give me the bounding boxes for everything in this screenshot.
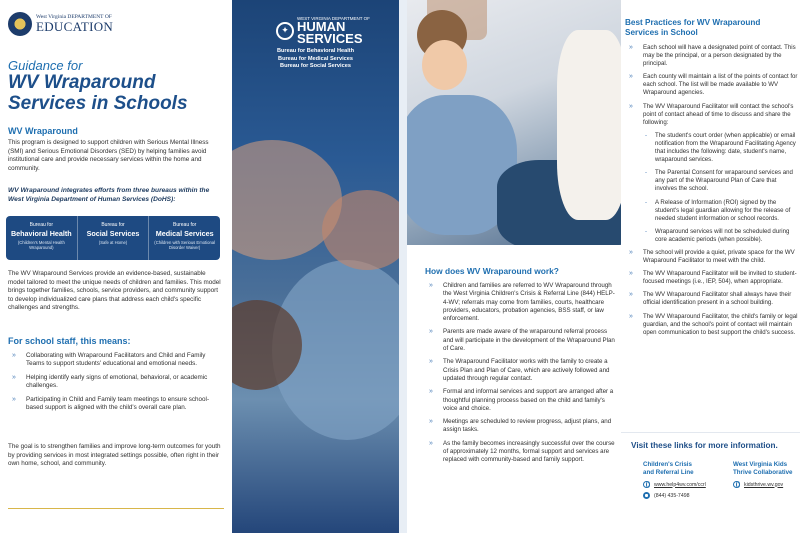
list-item: » Helping identify early signs of emotional, behavioral, or academic challenges. — [12, 374, 224, 391]
logo-large-text: EDUCATION — [36, 19, 114, 35]
section-heading-wraparound: WV Wraparound — [8, 126, 78, 136]
title-line-1: WV Wraparound — [8, 72, 156, 93]
phone-icon — [643, 492, 650, 499]
link-url-row[interactable] — [733, 481, 800, 488]
services-body: The WV Wraparound Services provide an evidence-based, sustainable model tailored to meet the unique needs of children and families. This model brings together families, schools, service providers, and community support to develop individualized care plans that address each child's specific challenges and strengths. — [8, 270, 221, 312]
crisis-line-phone[interactable]: (844) 435-7498 — [654, 492, 690, 499]
bureau-small: Bureau for — [173, 222, 197, 228]
dohs-large-text-1: HUMAN — [297, 19, 346, 34]
panel-best-practices — [621, 0, 800, 533]
sub-list-item: - A Release of Information (ROI) signed by the student's legal guardian allowing for the release of needed student information or school records. — [643, 199, 799, 223]
list-item — [629, 103, 799, 244]
best-practices-list — [629, 44, 799, 342]
bureau-medical-services — [148, 216, 220, 260]
link-title-line: West Virginia Kids — [733, 461, 788, 468]
dohs-emblem-icon: ✦ — [276, 22, 294, 40]
dohs-logo — [276, 16, 370, 45]
list-item: » Children and families are referred to WV Wraparound through the West Virginia Children's Crisis & Referral Line (844) HELP-4-WV; referrals may come from families, courts, healthcare providers, educators, probation agencies, BSS staff, or law enforcement. — [429, 282, 615, 323]
bureau-small: Bureau for — [29, 222, 54, 228]
section-body-wraparound: This program is designed to support children with Serious Mental Illness (SMI) and Serious Emotional Disorders (SED) by helping families avoid institutional care and provide necessary services within the home and community. — [8, 139, 209, 172]
link-title-line: Children's Crisis — [643, 461, 692, 468]
list-item-text: The WV Wraparound Facilitator will contact the school's point of contact ahead of time to discuss and share the following: — [643, 102, 794, 126]
title-line-2: Services in Schools — [8, 93, 188, 114]
staff-list — [12, 352, 224, 417]
link-title-line: Thrive Collaborative — [733, 469, 793, 476]
globe-icon — [733, 481, 740, 488]
page-title — [8, 72, 228, 114]
dohs-bureau-line: Bureau for Social Services — [280, 63, 351, 69]
list-item: » The WV Wraparound Facilitator shall always have their official identification present in a school building. — [629, 291, 799, 307]
sub-list-item: - Wraparound services will not be scheduled during core academic periods (when possible). — [643, 228, 799, 244]
panel-front-cover — [0, 0, 232, 533]
sub-list-item: - The student's court order (when applicable) or email notification from the Wraparound Facilitating Agency that includes the following: date, student's name, wraparound services. — [643, 132, 799, 164]
panel-how-it-works — [407, 0, 621, 533]
bureau-name: Medical Services — [155, 229, 214, 238]
list-item: » Each county will maintain a list of the points of contact for each school. The list will be made available to WV Wraparound agencies. — [629, 73, 799, 97]
link-phone-row[interactable] — [643, 492, 729, 499]
link-title-line: and Referral Line — [643, 469, 694, 476]
staff-heading: For school staff, this means: — [8, 336, 131, 346]
list-item: » Formal and informal services and support are arranged after a thoughtful planning process based on the child and family's voice and choice. — [429, 388, 615, 413]
kids-thrive-link[interactable]: kidsthrive.wv.gov — [744, 481, 784, 488]
list-item: » Meetings are scheduled to review progress, adjust plans, and assign tasks. — [429, 418, 615, 435]
link-url-row[interactable] — [643, 481, 729, 488]
list-item: » The WV Wraparound Facilitator will be invited to student-focused meetings (i.e., IEP, 504), when appropriate. — [629, 270, 799, 286]
list-item: » The school will provide a quiet, private space for the WV Wraparound Facilitator to meet with the child. — [629, 249, 799, 265]
globe-icon — [643, 481, 650, 488]
photo-shape — [557, 30, 621, 220]
divider — [8, 508, 224, 509]
bureau-note: (Safe at Home) — [98, 240, 128, 245]
link-crisis-line — [643, 461, 729, 499]
crisis-line-link[interactable]: www.help4wv.com/ccrl — [654, 481, 706, 488]
list-item: » As the family becomes increasingly successful over the course of approximately 12 months, formal support and services are replaced with community-based and family support. — [429, 440, 615, 465]
dohs-bureau-line: Bureau for Behavioral Health — [276, 48, 355, 54]
links-title: Visit these links for more information. — [631, 441, 778, 450]
photo-shape — [422, 40, 467, 90]
dohs-bureaus — [232, 48, 399, 71]
guidance-label: Guidance for — [8, 58, 83, 73]
sub-list — [643, 132, 799, 244]
fold-gap — [399, 0, 407, 533]
dohs-large-text-2: SERVICES — [297, 31, 363, 46]
list-item: » The Wraparound Facilitator works with the family to create a Crisis Plan and Plan of Care, which are actively followed and updated through regular contact. — [429, 358, 615, 383]
dohs-bureau-line: Bureau for Medical Services — [278, 55, 353, 62]
links-box — [621, 432, 800, 533]
wvde-logo — [8, 12, 113, 36]
link-title — [643, 461, 729, 477]
bureau-behavioral-health — [6, 216, 77, 260]
photo-child-counseling — [407, 0, 621, 245]
how-heading: How does WV Wraparound work? — [425, 266, 559, 276]
bureau-name: Behavioral Health — [10, 229, 72, 238]
panel-photo-cover — [232, 0, 399, 533]
how-list — [429, 282, 615, 470]
list-item: » Each school will have a designated point of contact. This may be the principal, or a person designated by the principal. — [629, 44, 799, 68]
integrates-text: WV Wraparound integrates efforts from three bureaus within the West Virginia Department of Human Services (DoHS): — [8, 187, 210, 203]
link-title — [733, 461, 800, 477]
list-item: » Parents are made aware of the wraparound referral process and will participate in the development of the Wraparound Plan of Care. — [429, 328, 615, 353]
dohs-small-text: WEST VIRGINIA DEPARTMENT OF — [297, 16, 370, 21]
best-practices-heading: Best Practices for WV Wraparound Services in School — [625, 18, 761, 37]
bureau-name: Social Services — [86, 229, 140, 238]
list-item: » The WV Wraparound Facilitator, the child's family or legal guardian, and the school's point of contact will maintain open communication to best support the child's success. — [629, 313, 799, 337]
list-item: » Participating in Child and Family team meetings to ensure school-based support is aligned with the child's overall care plan. — [12, 396, 224, 413]
bureau-note: (Children's Mental Health Wraparound) — [17, 240, 65, 250]
sub-list-item: - The Parental Consent for wraparound services and any part of the Wraparound Plan of Care that involves the school. — [643, 169, 799, 193]
bureau-note: (Children with Serious Emotional Disorder Waiver) — [154, 240, 216, 250]
photo-shape — [322, 190, 399, 270]
link-kids-thrive — [733, 461, 800, 488]
bureau-bar — [6, 216, 220, 260]
logo-small-text: West Virginia DEPARTMENT OF — [36, 13, 112, 20]
goal-text: The goal is to strengthen families and improve long-term outcomes for youth by providing services in most integrated settings possible, often right in their own home, school, and community. — [8, 443, 221, 468]
state-seal-icon — [8, 12, 32, 36]
bureau-small: Bureau for — [101, 222, 125, 228]
bureau-social-services — [77, 216, 149, 260]
list-item: » Collaborating with Wraparound Facilitators and Child and Family Teams to support students' educational and emotional needs. — [12, 352, 224, 369]
